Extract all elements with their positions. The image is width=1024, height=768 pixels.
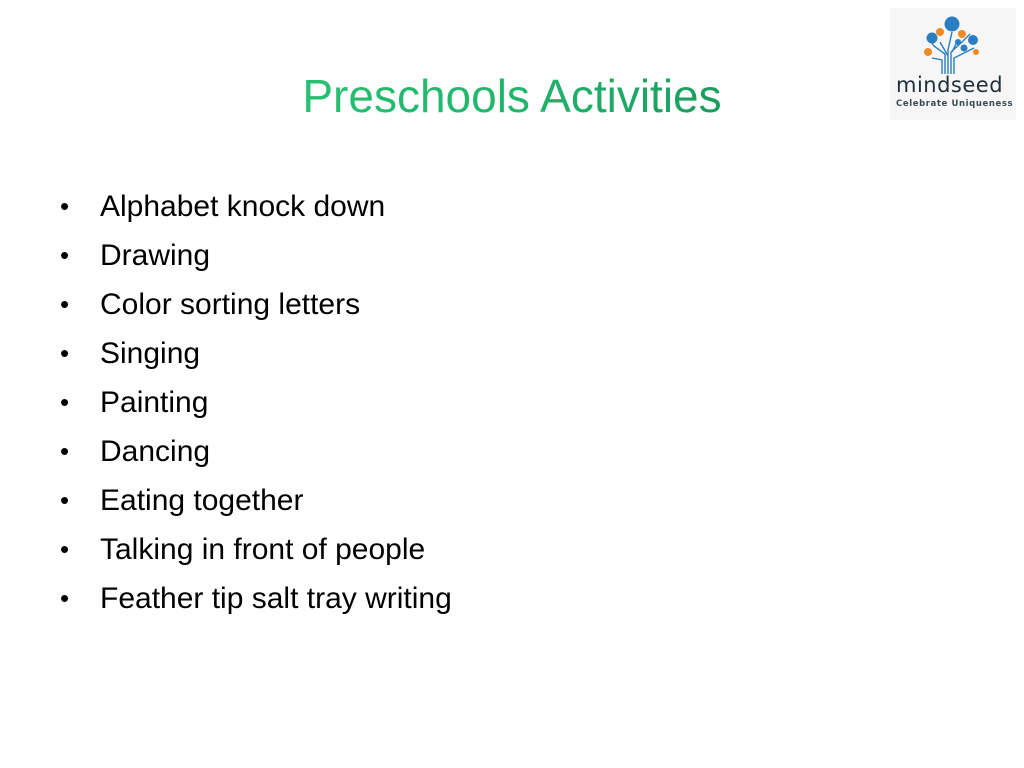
bullet-icon: •	[60, 583, 70, 613]
list-item	[60, 427, 452, 476]
list-item-text: Color sorting letters	[100, 288, 361, 321]
list-item-text: Painting	[100, 386, 209, 419]
list-item	[60, 280, 452, 329]
list-item	[60, 525, 452, 574]
list-item-text: Dancing	[100, 435, 211, 468]
logo-tagline: Celebrate Uniqueness	[896, 99, 1014, 109]
list-item-text: Singing	[100, 337, 201, 370]
list-item	[60, 476, 452, 525]
list-item	[60, 329, 452, 378]
list-item-text: Eating together	[100, 484, 304, 517]
list-item-text: Drawing	[100, 239, 211, 272]
list-item	[60, 574, 452, 623]
list-item-text: Talking in front of people	[100, 533, 426, 566]
list-item	[60, 231, 452, 280]
list-item	[60, 378, 452, 427]
slide-title: Preschools Activities	[0, 66, 1024, 126]
bullet-icon: •	[60, 191, 70, 221]
list-item-text: Feather tip salt tray writing	[100, 582, 452, 615]
bullet-icon: •	[60, 289, 70, 319]
bullet-icon: •	[60, 240, 70, 270]
tree-of-dots-icon	[918, 12, 988, 76]
list-item-text: Alphabet knock down	[100, 190, 386, 223]
bullet-icon: •	[60, 387, 70, 417]
activity-list	[60, 182, 452, 623]
bullet-icon: •	[60, 485, 70, 515]
mindseed-logo	[890, 8, 1016, 120]
bullet-icon: •	[60, 534, 70, 564]
bullet-icon: •	[60, 436, 70, 466]
logo-wordmark: mindseed	[896, 73, 1004, 97]
list-item	[60, 182, 452, 231]
bullet-icon: •	[60, 338, 70, 368]
